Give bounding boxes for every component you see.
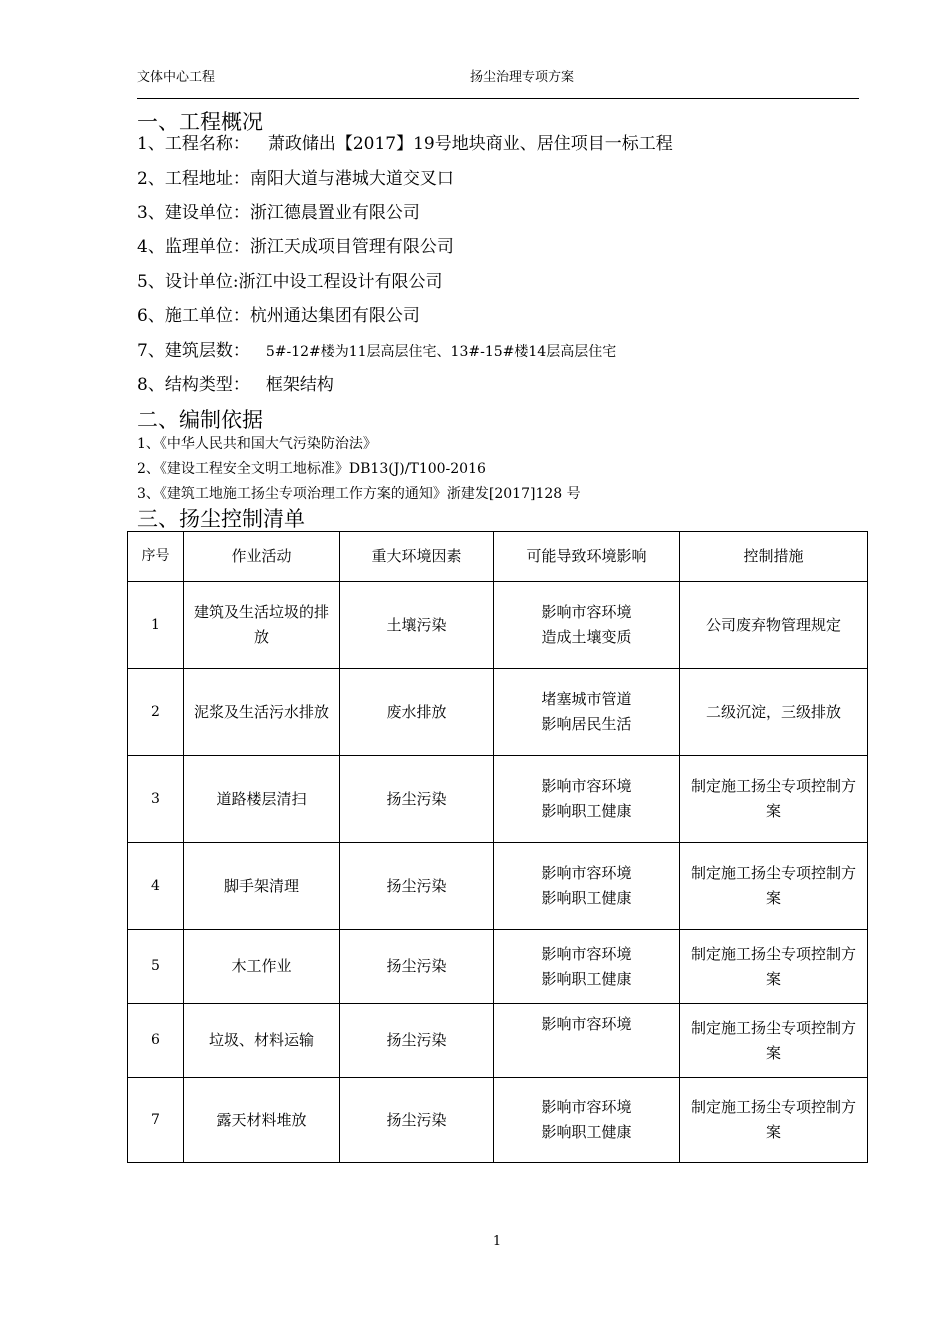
cell-no: 3 <box>128 756 184 843</box>
cell-factor: 扬尘污染 <box>340 1004 494 1078</box>
overview-item-8 <box>137 374 334 396</box>
overview-item-8-label: 8、结构类型： <box>137 375 250 395</box>
overview-item-1 <box>137 133 673 155</box>
overview-item-4-label: 4、监理单位： <box>137 237 250 257</box>
overview-item-5-label: 5、设计单位: <box>137 272 239 292</box>
table-row <box>128 843 868 930</box>
overview-item-2-value: 南阳大道与港城大道交叉口 <box>249 169 454 189</box>
impact-line: 影响市容环境 <box>541 1015 632 1033</box>
cell-measure: 制定施工扬尘专项控制方案 <box>680 843 868 930</box>
overview-item-4-value: 浙江天成项目管理有限公司 <box>249 237 454 257</box>
impact-line: 影响市容环境 <box>541 944 632 963</box>
cell-factor: 扬尘污染 <box>340 930 494 1004</box>
impact-line: 造成土壤变质 <box>541 628 632 646</box>
col-header-measure: 控制措施 <box>680 532 868 582</box>
table-row <box>128 582 868 669</box>
table-row <box>128 930 868 1004</box>
overview-item-1-label: 1、工程名称： <box>137 134 250 154</box>
cell-impact <box>494 669 680 756</box>
overview-item-8-value: 框架结构 <box>265 375 334 395</box>
table-header-row <box>128 532 868 582</box>
header-center-text: 扬尘治理专项方案 <box>470 70 575 85</box>
cell-activity: 建筑及生活垃圾的排放 <box>184 582 340 669</box>
cell-no: 7 <box>128 1078 184 1163</box>
overview-item-6-label: 6、施工单位： <box>137 306 250 326</box>
impact-line: 影响职工健康 <box>541 1123 632 1141</box>
overview-item-3-value: 浙江德晨置业有限公司 <box>249 203 420 223</box>
cell-impact <box>494 843 680 930</box>
impact-line: 影响市容环境 <box>541 603 632 621</box>
dust-control-table <box>127 531 868 1163</box>
cell-no: 6 <box>128 1004 184 1078</box>
cell-impact <box>494 930 680 1004</box>
cell-activity: 木工作业 <box>184 930 340 1004</box>
header-rule <box>137 98 859 99</box>
overview-item-2 <box>137 168 454 190</box>
overview-item-3 <box>137 202 420 224</box>
cell-factor: 扬尘污染 <box>340 1078 494 1163</box>
impact-line: 影响职工健康 <box>541 969 632 988</box>
table-row <box>128 756 868 843</box>
overview-item-1-value: 萧政储出【2017】19号地块商业、居住项目一标工程 <box>267 134 673 154</box>
cell-activity: 道路楼层清扫 <box>184 756 340 843</box>
overview-item-2-label: 2、工程地址： <box>137 169 250 189</box>
section-2-title: 二、编制依据 <box>137 408 263 432</box>
cell-measure: 制定施工扬尘专项控制方案 <box>680 1078 868 1163</box>
col-header-factor: 重大环境因素 <box>340 532 494 582</box>
cell-measure: 制定施工扬尘专项控制方案 <box>680 756 868 843</box>
cell-activity: 脚手架清理 <box>184 843 340 930</box>
cell-no: 4 <box>128 843 184 930</box>
table-row <box>128 1078 868 1163</box>
impact-line: 影响市容环境 <box>541 1098 632 1116</box>
cell-measure: 二级沉淀，三级排放 <box>680 669 868 756</box>
cell-measure: 制定施工扬尘专项控制方案 <box>680 1004 868 1078</box>
col-header-no: 序号 <box>128 532 184 582</box>
col-header-impact: 可能导致环境影响 <box>494 532 680 582</box>
cell-impact <box>494 1078 680 1163</box>
page-number: 1 <box>492 1234 502 1249</box>
impact-line: 影响市容环境 <box>541 864 632 882</box>
basis-item-1: 1、《中华人民共和国大气污染防治法》 <box>137 436 377 452</box>
overview-item-4 <box>137 236 454 258</box>
section-3-title: 三、扬尘控制清单 <box>137 507 305 531</box>
overview-item-6-value: 杭州通达集团有限公司 <box>249 306 420 326</box>
impact-line: 堵塞城市管道 <box>541 690 632 708</box>
overview-item-7-label: 7、建筑层数： <box>137 341 250 361</box>
overview-item-5-value: 浙江中设工程设计有限公司 <box>238 272 443 292</box>
overview-item-5 <box>137 271 443 293</box>
header-left-text: 文体中心工程 <box>137 70 216 85</box>
cell-measure: 制定施工扬尘专项控制方案 <box>680 930 868 1004</box>
impact-line: 影响职工健康 <box>541 889 632 907</box>
table-row <box>128 669 868 756</box>
impact-line: 影响职工健康 <box>541 802 632 820</box>
overview-item-7 <box>137 340 616 363</box>
cell-measure: 公司废弃物管理规定 <box>680 582 868 669</box>
cell-no: 1 <box>128 582 184 669</box>
cell-factor: 废水排放 <box>340 669 494 756</box>
cell-factor: 扬尘污染 <box>340 843 494 930</box>
section-1-title: 一、工程概况 <box>137 110 263 134</box>
cell-impact <box>494 756 680 843</box>
col-header-activity: 作业活动 <box>184 532 340 582</box>
cell-factor: 扬尘污染 <box>340 756 494 843</box>
cell-no: 5 <box>128 930 184 1004</box>
cell-activity: 垃圾、材料运输 <box>184 1004 340 1078</box>
overview-item-6 <box>137 305 420 327</box>
cell-factor: 土壤污染 <box>340 582 494 669</box>
cell-no: 2 <box>128 669 184 756</box>
cell-activity: 露天材料堆放 <box>184 1078 340 1163</box>
cell-activity: 泥浆及生活污水排放 <box>184 669 340 756</box>
overview-item-7-value: 5#-12#楼为11层高层住宅、13#-15#楼14层高层住宅 <box>265 344 617 360</box>
basis-item-3: 3、《建筑工地施工扬尘专项治理工作方案的通知》浙建发[2017]128 号 <box>137 486 581 502</box>
cell-impact <box>494 582 680 669</box>
impact-line: 影响居民生活 <box>541 715 632 733</box>
basis-item-2: 2、《建设工程安全文明工地标准》DB13(J)/T100-2016 <box>137 461 486 477</box>
impact-line: 影响市容环境 <box>541 777 632 795</box>
cell-impact <box>494 1004 680 1078</box>
table-row <box>128 1004 868 1078</box>
overview-item-3-label: 3、建设单位： <box>137 203 250 223</box>
